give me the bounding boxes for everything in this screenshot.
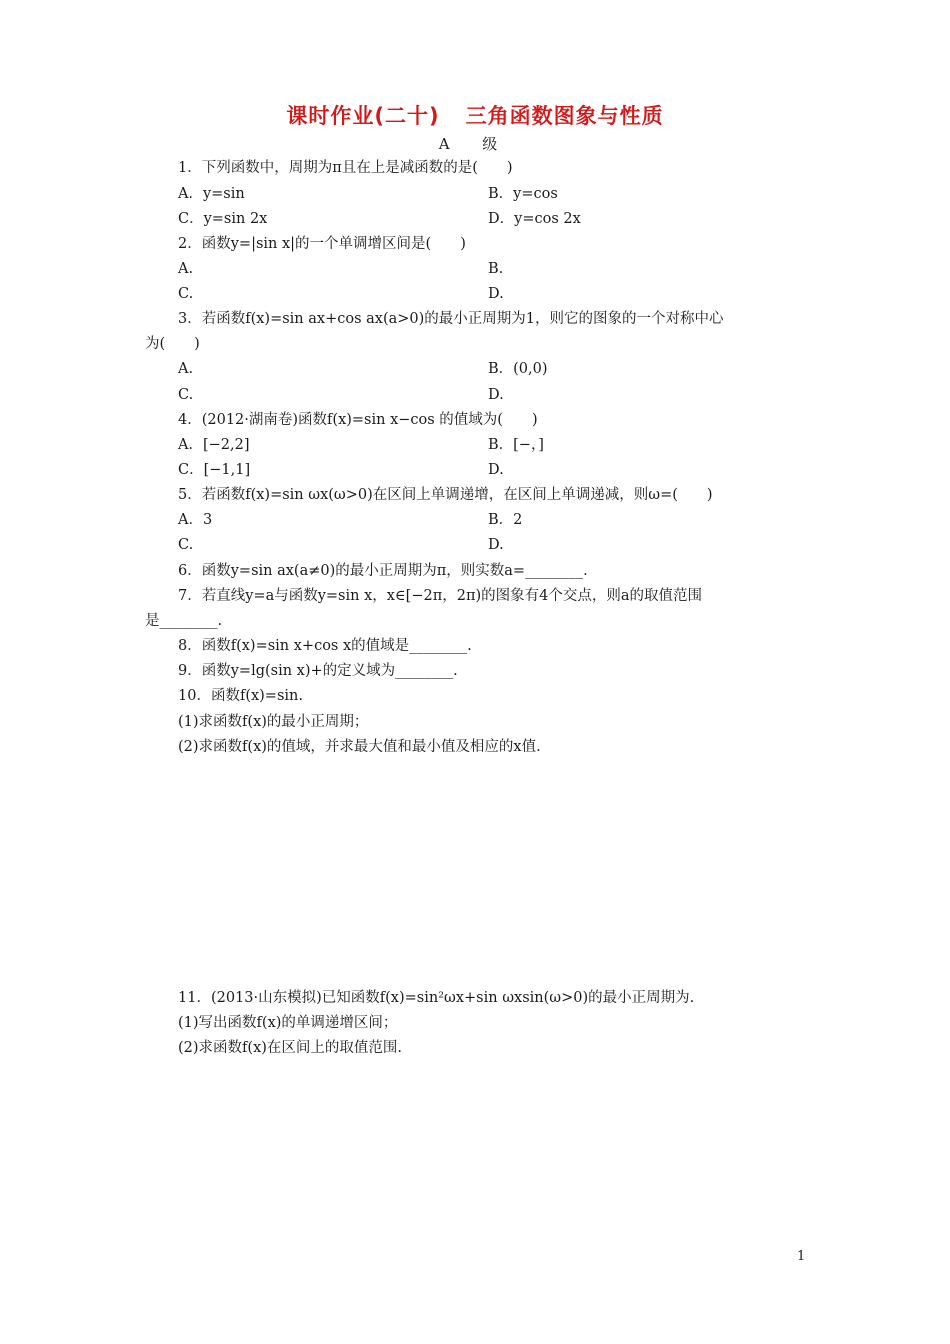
q1-option-c: C．y=sin 2x <box>178 211 268 227</box>
q8-text: 8．函数f(x)=sin x+cos x的值域是________. <box>178 638 472 654</box>
title-part1: 课时作业(二十) <box>286 104 440 128</box>
q9-text: 9．函数y=lg(sin x)+的定义域为________. <box>178 663 458 679</box>
q3-stem-line1: 3．若函数f(x)=sin ax+cos ax(a>0)的最小正周期为1，则它的图象的一个对称中心 <box>178 311 724 327</box>
q5-option-b: B．2 <box>488 512 523 528</box>
q2-option-d: D. <box>488 286 504 302</box>
q6-text: 6．函数y=sin ax(a≠0)的最小正周期为π，则实数a=________. <box>178 563 588 579</box>
title-part2: 三角函数图象与性质 <box>465 104 664 128</box>
q11-part1: (1)写出函数f(x)的单调递增区间； <box>178 1015 398 1031</box>
q3-option-c: C. <box>178 387 194 403</box>
q7-line1: 7．若直线y=a与函数y=sin x，x∈[−2π，2π)的图象有4个交点，则a的取值范围 <box>178 588 703 604</box>
q11-part2: (2)求函数f(x)在区间上的取值范围. <box>178 1040 403 1056</box>
q2-option-a: A. <box>178 261 194 277</box>
q5-option-a: A．3 <box>178 512 213 528</box>
q1-stem: 1．下列函数中，周期为π且在上是减函数的是( ) <box>178 160 513 176</box>
level-heading: A 级 <box>438 135 512 153</box>
q3-stem-line2: 为( ) <box>145 336 200 352</box>
q4-option-c: C．[−1,1] <box>178 462 251 478</box>
q4-stem: 4．(2012·湖南卷)函数f(x)=sin x−cos 的值域为( ) <box>178 412 538 428</box>
q2-option-b: B. <box>488 261 504 277</box>
q11-stem: 11．(2013·山东模拟)已知函数f(x)=sin²ωx+sin ωxsin(ω>0)的最小正周期为. <box>178 990 695 1006</box>
page-title <box>0 100 950 130</box>
q1-option-b: B．y=cos <box>488 186 558 202</box>
q5-option-d: D. <box>488 537 504 553</box>
q10-stem: 10．函数f(x)=sin. <box>178 688 303 704</box>
q3-option-b: B．(0,0) <box>488 361 548 377</box>
q3-option-a: A. <box>178 361 194 377</box>
q4-option-a: A．[−2,2] <box>178 437 250 453</box>
q4-option-d: D. <box>488 462 504 478</box>
q1-option-d: D．y=cos 2x <box>488 211 581 227</box>
q4-option-b: B．[−，] <box>488 437 544 453</box>
q5-option-c: C. <box>178 537 194 553</box>
q7-line2: 是________. <box>145 613 223 629</box>
q1-option-a: A．y=sin <box>178 186 245 202</box>
q2-option-c: C. <box>178 286 194 302</box>
q10-part1: (1)求函数f(x)的最小正周期； <box>178 714 369 730</box>
page-number: 1 <box>797 1249 806 1264</box>
q5-stem: 5．若函数f(x)=sin ωx(ω>0)在区间上单调递增，在区间上单调递减，则ω=( ) <box>178 487 713 503</box>
q3-option-d: D. <box>488 387 504 403</box>
q2-stem: 2．函数y=|sin x|的一个单调增区间是( ) <box>178 236 466 252</box>
q10-part2: (2)求函数f(x)的值域，并求最大值和最小值及相应的x值. <box>178 739 541 755</box>
